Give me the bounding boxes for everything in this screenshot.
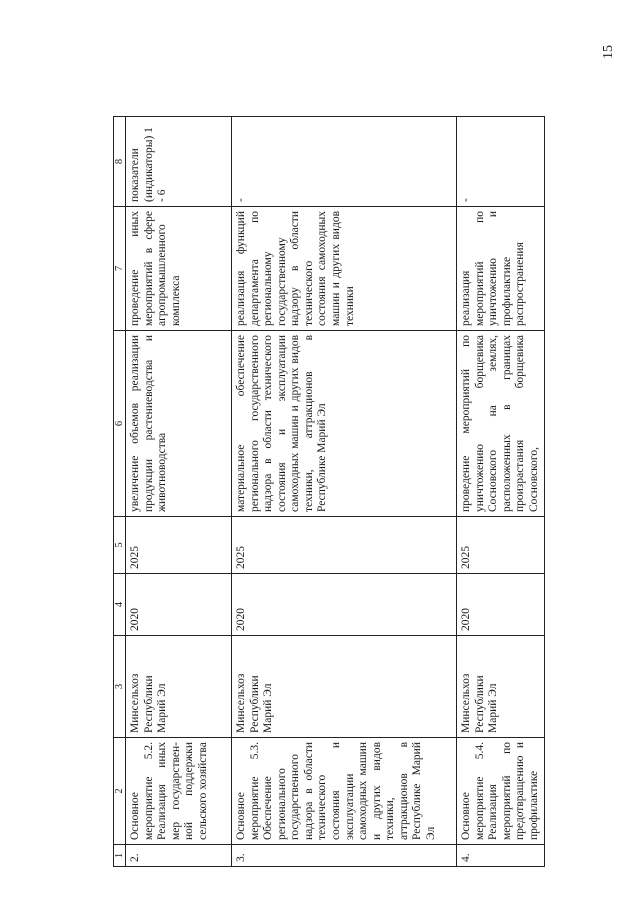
row-number: 3. [232, 845, 457, 867]
activity-cell: Основное мероприятие 5.4. Реализация мероприятий по предотвращению и профилактике [457, 738, 545, 845]
activities-table [113, 116, 545, 867]
result-cell: проведение мероприятий по уничтожению борщевика Сосновского на землях, расположенных в границах произрастания борщевика Сосновского, [457, 331, 545, 517]
table-row [232, 117, 457, 867]
end-year-cell: 2025 [457, 517, 545, 574]
column-number: 8 [114, 117, 126, 207]
executor-cell: Минсельхоз Республики Марий Эл [126, 636, 232, 738]
activity-cell: Основное мероприятие 5.3. Обеспечение регионального государственного надзора в области технического состояния и эксплуатации самоходных машин и других видов техники, аттракционов в Республике Марий Эл [232, 738, 457, 845]
indicators-cell: показатели (индикаторы) 1 - 6 [126, 117, 232, 207]
executor-cell: Минсельхоз Республики Марий Эл [457, 636, 545, 738]
activity-cell: Основное мероприятие 5.2. Реализация иных мер государствен-ной поддержки сельского хозяйства [126, 738, 232, 845]
start-year-cell: 2020 [232, 574, 457, 636]
end-year-cell: 2025 [232, 517, 457, 574]
column-number: 1 [114, 845, 126, 867]
row-number: 2. [126, 845, 232, 867]
consequences-cell: реализация функций департамента по региональному государственному надзору в области технического состояния самоходных машин и других видов техники [232, 207, 457, 331]
table-row [457, 117, 545, 867]
column-number: 3 [114, 636, 126, 738]
start-year-cell: 2020 [126, 574, 232, 636]
table-row [126, 117, 232, 867]
end-year-cell: 2025 [126, 517, 232, 574]
start-year-cell: 2020 [457, 574, 545, 636]
consequences-cell: проведение иных мероприятий в сфере агропромышленного комплекса [126, 207, 232, 331]
executor-cell: Минсельхоз Республики Марий Эл [232, 636, 457, 738]
indicators-cell: - [457, 117, 545, 207]
column-number: 6 [114, 331, 126, 517]
result-cell: увеличение объемов реализации продукции растениеводства и животноводства [126, 331, 232, 517]
result-cell: материальное обеспечение регионального государственного надзора в области технического состояния и эксплуатации самоходных машин и других видов техники, аттракционов в Республике Марий Эл [232, 331, 457, 517]
row-number: 4. [457, 845, 545, 867]
table-container [113, 117, 540, 867]
column-number-row [114, 117, 126, 867]
indicators-cell: - [232, 117, 457, 207]
column-number: 4 [114, 574, 126, 636]
column-number: 2 [114, 738, 126, 845]
consequences-cell: реализация мероприятий по уничтожению и профилактике распространения [457, 207, 545, 331]
column-number: 5 [114, 517, 126, 574]
page-number: 15 [601, 45, 616, 59]
column-number: 7 [114, 207, 126, 331]
